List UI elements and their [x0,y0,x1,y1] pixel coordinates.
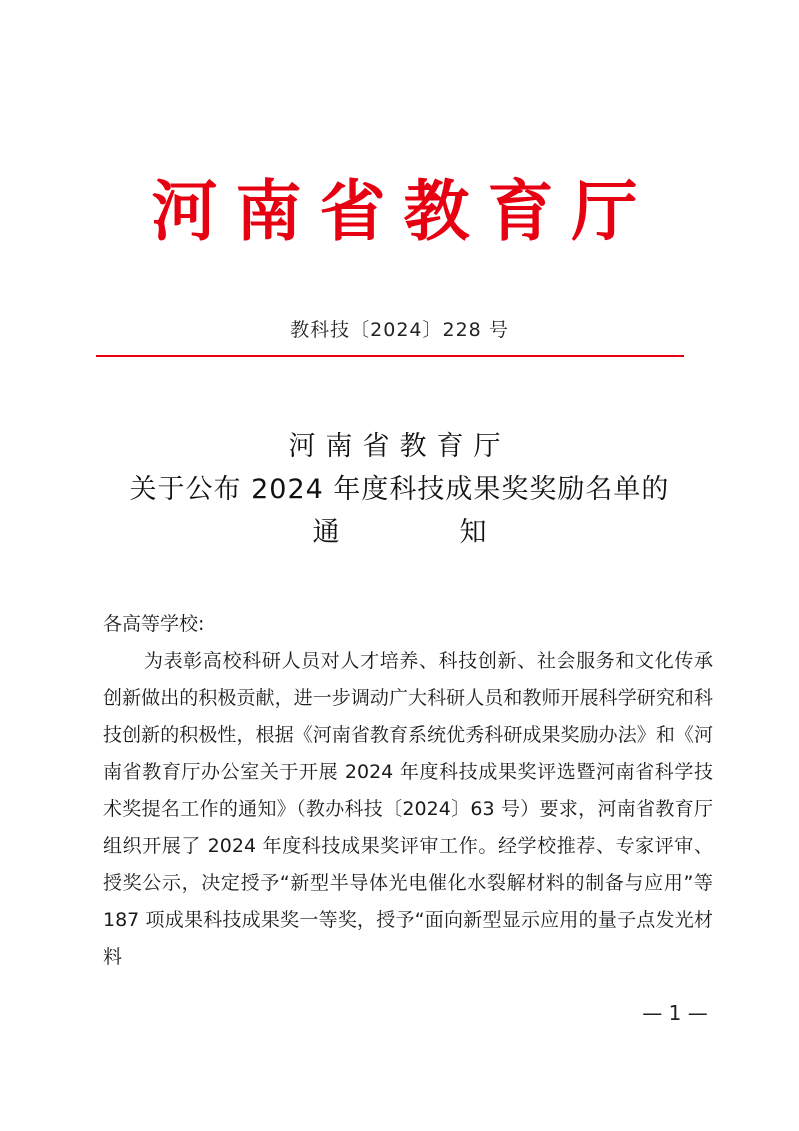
document-number: 教科技〔2024〕228 号 [290,319,509,341]
page-number: — 1 — [642,1001,708,1025]
document-title [0,425,799,554]
salutation: 各高等学校: [103,613,205,635]
document-body [103,606,713,976]
title-line-subject: 关于公布 2024 年度科技成果奖奖励名单的 [129,474,670,505]
title-line-notice: 通知 [312,517,607,548]
issuer-masthead: 河南省教育厅 [151,173,656,250]
red-divider-line [96,355,684,357]
body-paragraph: 为表彰高校科研人员对人才培养、科技创新、社会服务和文化传承创新做出的积极贡献，进一步调动广大科研人员和教师开展科学研究和科技创新的积极性，根据《河南省教育系统优秀科研成果奖励办法》和《河南省教育厅办公室关于开展 2024 年度科技成果奖评选暨河南省科学技术奖提名工作的通知》（教办科技〔2024〕63 号）要求，河南省教育厅组织开展了 2024 年度科技成果奖评审工作。经学校推荐、专家评审、授奖公示，决定授予“新型半导体光电催化水裂解材料的制备与应用”等 187 项成果科技成果奖一等奖，授予“面向新型显示应用的量子点发光材料 [103,650,713,968]
title-line-issuer: 河南省教育厅 [288,431,511,462]
